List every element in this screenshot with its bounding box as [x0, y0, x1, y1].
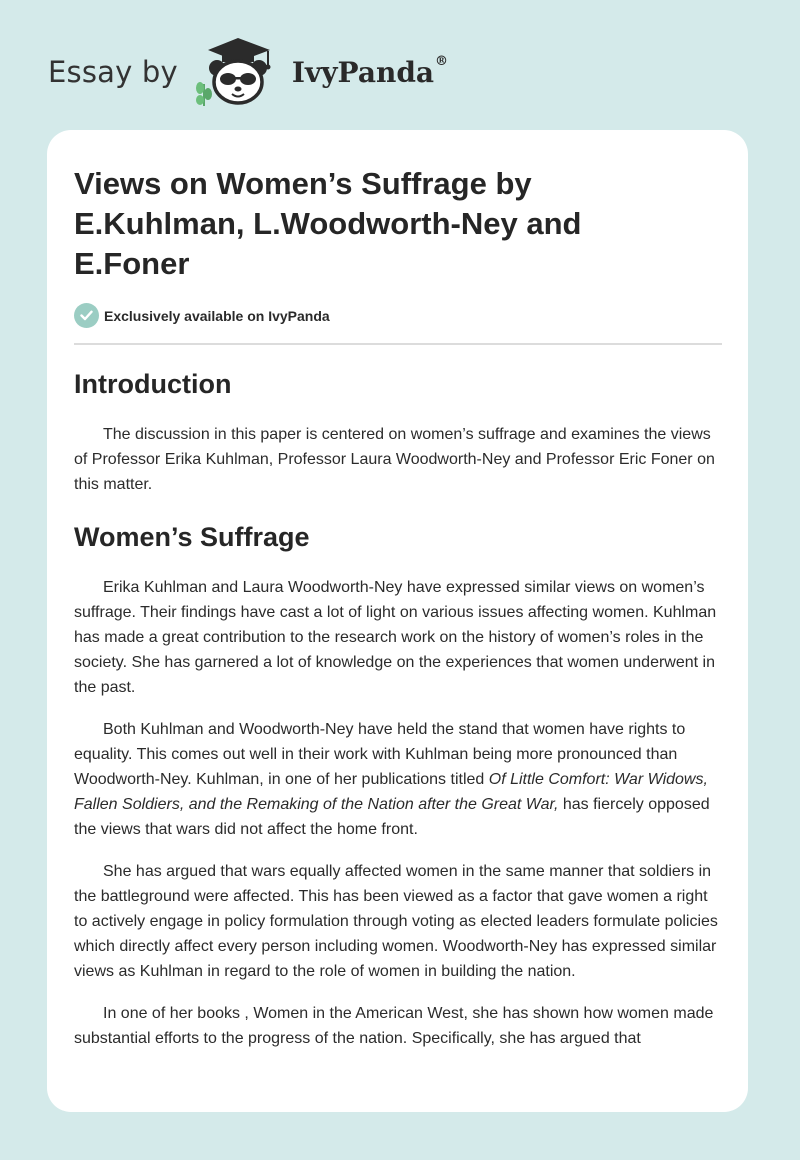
- book-title: Of Little Comfort: War Widows, Fallen Soldiers, and the Remaking of the Nation after the Great War,: [74, 771, 708, 813]
- section-heading-womens-suffrage: Women’s Suffrage: [74, 522, 310, 552]
- section-heading-introduction: Introduction: [74, 369, 232, 399]
- exclusive-badge: [74, 303, 722, 328]
- essay-card: [47, 130, 748, 1112]
- registered-mark: ®: [435, 54, 449, 70]
- site-header: [48, 36, 768, 108]
- essay-title: Views on Women’s Suffrage by E.Kuhlman, L.Woodworth-Ney and E.Foner: [74, 166, 582, 281]
- brand-name[interactable]: IvyPanda®: [291, 54, 449, 89]
- check-icon: [74, 303, 99, 328]
- paragraph: Erika Kuhlman and Laura Woodworth-Ney have expressed similar views on women’s suffrage. Their findings have cast a lot of light on various issues affecting women. Kuhlman has made a great contribution to the research work on the history of women’s roles in the society. She has garnered a lot of knowledge on the experiences that women underwent in the past.: [74, 579, 717, 696]
- panda-logo-icon[interactable]: [192, 36, 284, 108]
- paragraph: The discussion in this paper is centered on women’s suffrage and examines the views of Professor Erika Kuhlman, Professor Laura Woodworth-Ney and Professor Eric Foner on this matter.: [74, 426, 715, 493]
- essay-by-label: Essay by: [48, 55, 178, 89]
- exclusive-badge-label: Exclusively available on IvyPanda: [104, 307, 330, 324]
- title-divider: [74, 343, 722, 345]
- paragraph: In one of her books , Women in the American West, she has shown how women made substantial efforts to the progress of the nation. Specifically, she has argued that: [74, 1005, 714, 1047]
- paragraph: Both Kuhlman and Woodworth-Ney have held the stand that women have rights to equality. This comes out well in their work with Kuhlman being more pronounced than Woodworth-Ney. Kuhlman, in one of her publications titled Of Little Comfort: War Widows, Fallen Soldiers, and the Remaking of the Nation after the Great War, has fiercely opposed the views that wars did not affect the home front.: [74, 721, 710, 838]
- paragraph: She has argued that wars equally affected women in the same manner that soldiers in the battleground were affected. This has been viewed as a factor that gave women a right to actively engage in policy formulation through voting as elected leaders formulate policies which directly affect every person including women. Woodworth-Ney has expressed similar views as Kuhlman in regard to the role of women in building the nation.: [74, 863, 718, 980]
